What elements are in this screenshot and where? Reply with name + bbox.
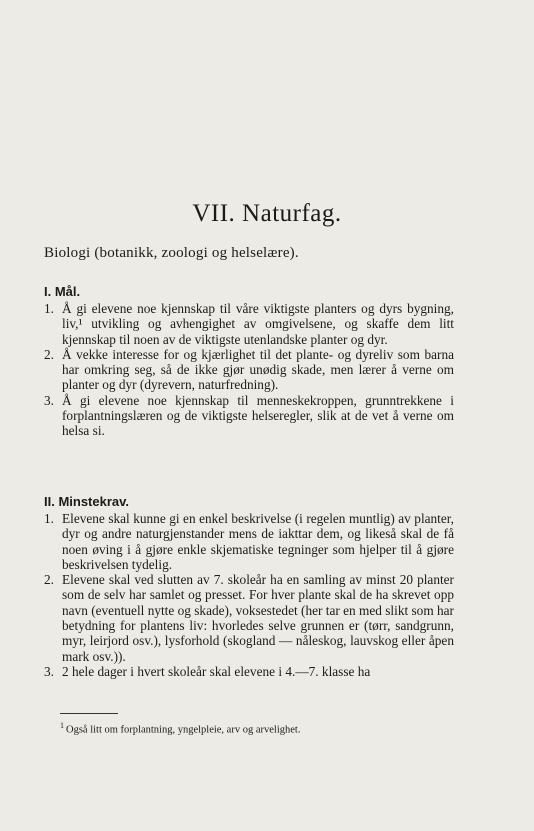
item-number: 3. [44, 663, 54, 679]
section-goals [44, 284, 454, 439]
goals-list [44, 301, 454, 439]
list-item [44, 664, 454, 679]
chapter-title: VII. Naturfag. [192, 200, 342, 227]
footnote-text: Også litt om forplantning, yngelpleie, arv og arvelighet. [66, 724, 301, 736]
item-number: 2. [44, 346, 54, 362]
item-number: 1. [44, 301, 54, 316]
list-item [44, 347, 454, 393]
item-number: 2. [44, 572, 54, 588]
list-item [44, 393, 454, 439]
list-item [44, 511, 454, 572]
footnote-divider [60, 713, 118, 714]
item-text: Å gi elevene noe kjennskap til menneskekroppen, grunntrekkene i forplantningslæren og de viktigste helseregler, slik at de vet å verne om helsa si. [62, 392, 454, 439]
item-number: 3. [44, 392, 54, 408]
section-heading-minimum-requirements: II. Minstekrav. [44, 494, 130, 509]
item-text: Elevene skal ved slutten av 7. skoleår ha en samling av minst 20 planter som de selv har samlet og presset. For hver plante skal de ha skrevet opp navn (eventuell nytte og skade), voksestedet (her tar en med slikt som har betydning for plantens liv: hvorledes selve grunnen er (tørr, sandgrunn, myr, leirjord osv.), lysforhold (skogland — nåleskog, lauvskog eller åpen mark osv.)). [62, 572, 454, 664]
footnote-mark: 1 [60, 721, 64, 730]
subject-heading: Biologi (botanikk, zoologi og helselære). [44, 245, 299, 261]
item-text: Elevene skal kunne gi en enkel beskrivelse (i regelen muntlig) av planter, dyr og andre naturgjenstander mens de iakttar dem, og likeså skal de få noen øving i å gjøre enkle skjematiske tegninger som hjelper til å gjøre beskrivelsen tydelig. [62, 511, 454, 572]
item-text: Å gi elevene noe kjennskap til våre viktigste planters og dyrs bygning, liv,¹ utvikling og avhengighet av omgivelsene, og skaffe dem litt kjennskap til noen av de viktigste utenlandske planter og dyr. [62, 301, 454, 347]
section-minimum-requirements [44, 494, 454, 679]
requirements-list [44, 511, 454, 679]
item-text: Å vekke interesse for og kjærlighet til det plante- og dyreliv som barna har omkring seg, så de ikke gjør unødig skade, men lærer å verne om planter og dyr (dyrevern, naturfredning). [62, 346, 454, 393]
section-heading-goals: I. Mål. [44, 284, 81, 299]
item-text: 2 hele dager i hvert skoleår skal elevene i 4.—7. klasse ha [62, 663, 371, 679]
item-number: 1. [44, 511, 54, 526]
list-item [44, 572, 454, 664]
list-item [44, 301, 454, 347]
footnote [60, 719, 500, 737]
